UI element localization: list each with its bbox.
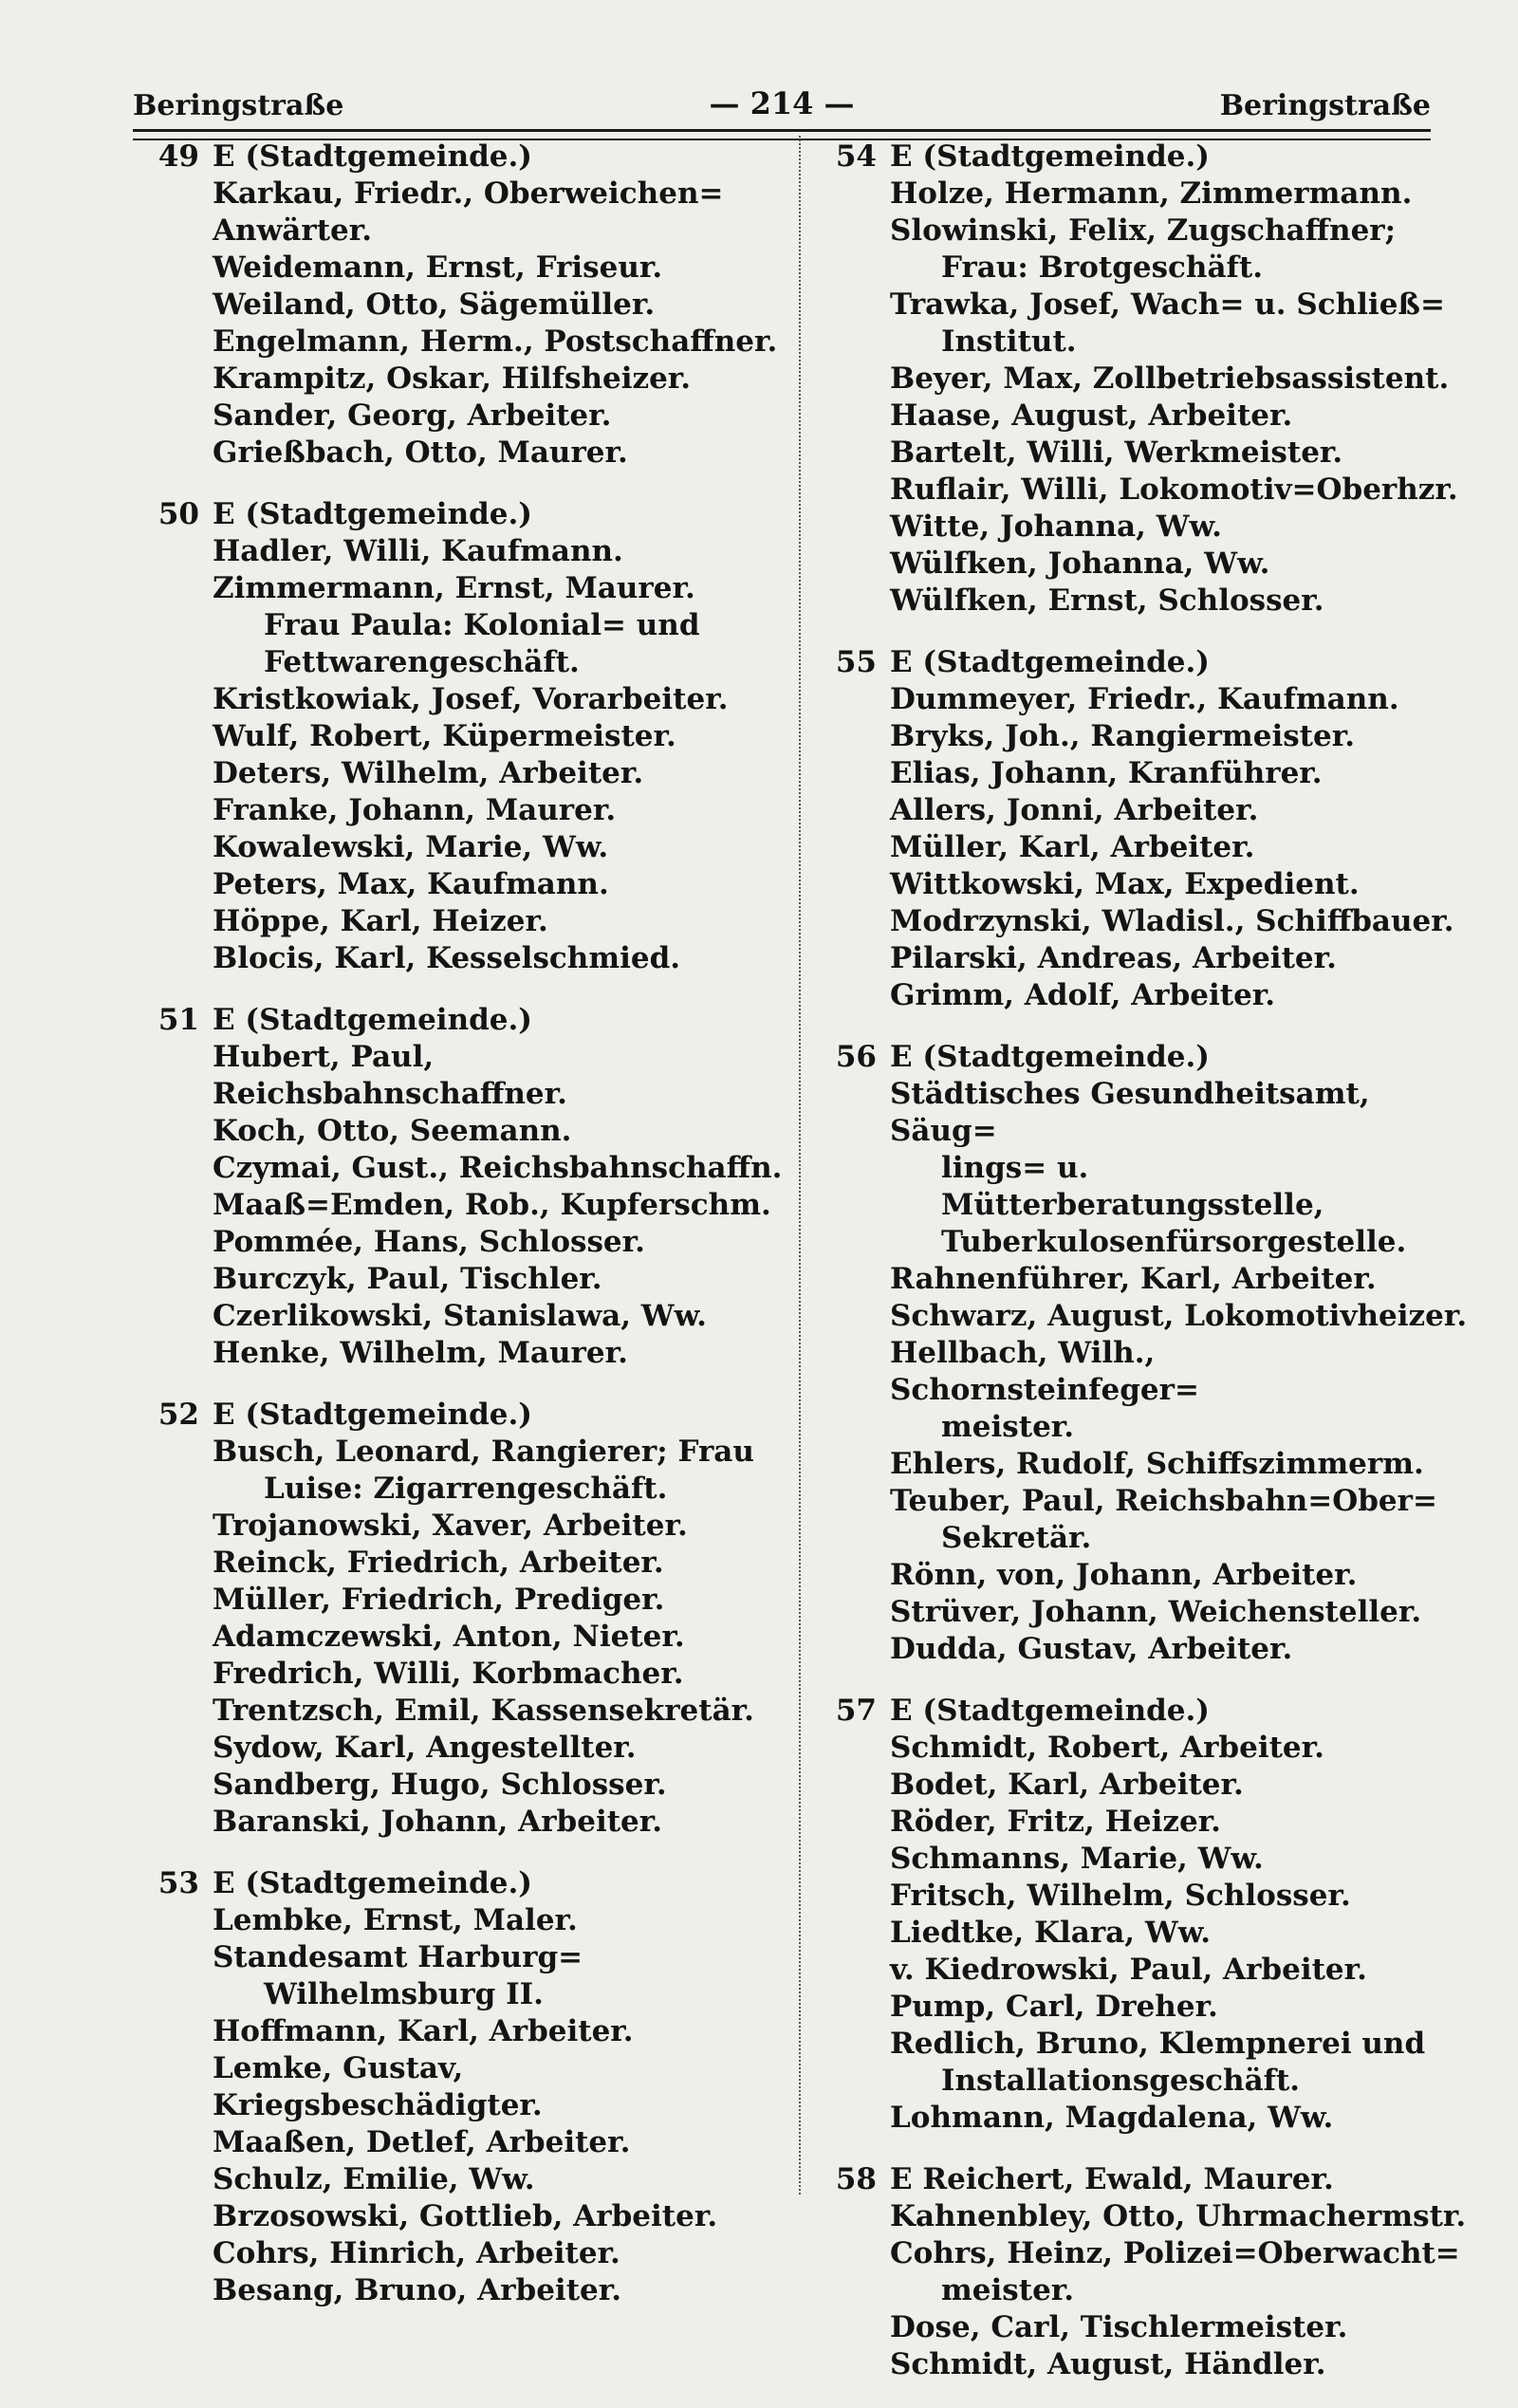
resident-entry: Wülfken, Johanna, Ww. (890, 546, 1270, 581)
resident-entry: Lohmann, Magdalena, Ww. (890, 2101, 1334, 2135)
resident-entry: Fritsch, Wilhelm, Schlosser. (890, 1879, 1351, 1913)
resident-entry: Elias, Johann, Kranführer. (890, 756, 1323, 790)
resident-entry: Sydow, Karl, Angestellter. (213, 1731, 637, 1765)
resident-entry: Cohrs, Hinrich, Arbeiter. (213, 2236, 620, 2270)
entry-continuation: meister. (941, 1410, 1075, 1444)
resident-entry: Städtisches Gesundheitsamt, Säug= (890, 1077, 1380, 1148)
resident-entry: Haase, August, Arbeiter. (890, 398, 1293, 433)
resident-entry: Cohrs, Heinz, Polizei=Oberwacht= (890, 2236, 1460, 2270)
house-owner: E (Stadtgemeinde.) (213, 139, 532, 174)
resident-entry: Sander, Georg, Arbeiter. (213, 398, 612, 433)
house-owner: E (Stadtgemeinde.) (890, 139, 1210, 174)
resident-entry: Kristkowiak, Josef, Vorarbeiter. (213, 682, 729, 716)
entry-continuation: Wilhelmsburg II. (264, 1977, 544, 2011)
resident-entry: Schmidt, August, Händler. (890, 2347, 1326, 2381)
entry-continuation: Fettwarengeschäft. (264, 645, 580, 679)
entry-continuation: Tuberkulosenfürsorgestelle. (941, 1225, 1407, 1259)
resident-entry: Höppe, Karl, Heizer. (213, 904, 548, 938)
resident-entry: Allers, Jonni, Arbeiter. (890, 793, 1259, 827)
resident-entry: v. Kiedrowski, Paul, Arbeiter. (890, 1953, 1367, 1987)
resident-entry: Czymai, Gust., Reichsbahnschaffn. (213, 1151, 783, 1185)
house-block (150, 1865, 795, 2309)
resident-entry: Maaß=Emden, Rob., Kupferschm. (213, 1188, 771, 1222)
entry-continuation: Luise: Zigarrengeschäft. (264, 1472, 668, 1506)
resident-entry: Hubert, Paul, Reichsbahnschaffner. (213, 1040, 567, 1111)
entry-continuation: Installationsgeschäft. (941, 2064, 1301, 2098)
page-number: — 214 — (709, 85, 855, 121)
house-owner: E (Stadtgemeinde.) (890, 1694, 1210, 1728)
resident-entry: Reinck, Friedrich, Arbeiter. (213, 1546, 664, 1580)
resident-entry: Lemke, Gustav, Kriegsbeschädigter. (213, 2051, 543, 2122)
house-owner: E (Stadtgemeinde.) (890, 1040, 1210, 1074)
house-heading (150, 139, 795, 176)
resident-entry: Henke, Wilhelm, Maurer. (213, 1336, 628, 1370)
resident-entry: Hoffmann, Karl, Arbeiter. (213, 2014, 634, 2048)
resident-entry: Czerlikowski, Stanislawa, Ww. (213, 1299, 707, 1333)
house-heading (827, 1693, 1472, 1730)
resident-entry: Trentzsch, Emil, Kassensekretär. (213, 1694, 754, 1728)
house-owner: E Reichert, Ewald, Maurer. (890, 2162, 1334, 2196)
entry-continuation: Sekretär. (941, 1521, 1092, 1555)
resident-entry: Sandberg, Hugo, Schlosser. (213, 1768, 667, 1802)
house-number: 50 (157, 497, 199, 531)
column-divider (799, 136, 801, 2195)
resident-entry: Kahnenbley, Otto, Uhrmachermstr. (890, 2199, 1467, 2233)
resident-entry: Rahnenführer, Karl, Arbeiter. (890, 1262, 1377, 1296)
house-number: 55 (835, 645, 877, 679)
resident-entry: Liedtke, Klara, Ww. (890, 1916, 1212, 1950)
resident-entry: Schwarz, August, Lokomotivheizer. (890, 1299, 1468, 1333)
house-heading (827, 1039, 1472, 1076)
resident-entry: Hellbach, Wilh., Schornsteinfeger= (890, 1336, 1199, 1407)
house-heading (150, 1397, 795, 1434)
resident-entry: Blocis, Karl, Kesselschmied. (213, 941, 681, 975)
resident-entry: Teuber, Paul, Reichsbahn=Ober= (890, 1484, 1437, 1518)
resident-entry: Dummeyer, Friedr., Kaufmann. (890, 682, 1399, 716)
house-heading (150, 1865, 795, 1902)
resident-entry: Ehlers, Rudolf, Schiffszimmerm. (890, 1447, 1424, 1481)
resident-entry: Burczyk, Paul, Tischler. (213, 1262, 602, 1296)
house-number: 56 (835, 1040, 877, 1074)
house-block (827, 2161, 1472, 2383)
entry-continuation: Institut. (941, 324, 1077, 359)
entry-continuation: Frau Paula: Kolonial= und (264, 608, 700, 642)
house-owner: E (Stadtgemeinde.) (213, 1003, 532, 1037)
resident-entry: Modrzynski, Wladisl., Schiffbauer. (890, 904, 1454, 938)
resident-entry: Zimmermann, Ernst, Maurer. (213, 571, 695, 605)
house-number: 53 (157, 1866, 199, 1900)
resident-entry: Hadler, Willi, Kaufmann. (213, 534, 623, 568)
resident-entry: Röder, Fritz, Heizer. (890, 1805, 1221, 1839)
resident-entry: Deters, Wilhelm, Arbeiter. (213, 756, 644, 790)
house-number: 54 (835, 139, 877, 174)
running-head-right: Beringstraße (1219, 89, 1431, 122)
resident-entry: Bartelt, Willi, Werkmeister. (890, 435, 1343, 470)
resident-entry: Schulz, Emilie, Ww. (213, 2162, 535, 2196)
house-heading (827, 139, 1472, 176)
resident-entry: Standesamt Harburg= (213, 1940, 583, 1974)
house-heading (827, 644, 1472, 681)
resident-entry: Anwärter. (213, 213, 373, 248)
resident-entry: Weiland, Otto, Sägemüller. (213, 287, 656, 322)
house-number: 57 (835, 1694, 877, 1728)
resident-entry: Baranski, Johann, Arbeiter. (213, 1805, 663, 1839)
resident-entry: Müller, Karl, Arbeiter. (890, 830, 1255, 864)
resident-entry: Rönn, von, Johann, Arbeiter. (890, 1558, 1358, 1592)
resident-entry: Maaßen, Detlef, Arbeiter. (213, 2125, 631, 2159)
resident-entry: Grießbach, Otto, Maurer. (213, 435, 628, 470)
resident-entry: Trawka, Josef, Wach= u. Schließ= (890, 287, 1445, 322)
left-column (150, 139, 795, 2334)
house-number: 51 (157, 1003, 199, 1037)
resident-entry: Weidemann, Ernst, Friseur. (213, 250, 663, 285)
house-owner: E (Stadtgemeinde.) (213, 497, 532, 531)
resident-entry: Witte, Johanna, Ww. (890, 509, 1222, 544)
house-heading (150, 1002, 795, 1039)
resident-entry: Müller, Friedrich, Prediger. (213, 1583, 665, 1617)
resident-entry: Schmanns, Marie, Ww. (890, 1842, 1264, 1876)
house-number: 52 (157, 1398, 199, 1432)
house-owner: E (Stadtgemeinde.) (213, 1866, 532, 1900)
resident-entry: Slowinski, Felix, Zugschaffner; (890, 213, 1397, 248)
resident-entry: Kowalewski, Marie, Ww. (213, 830, 609, 864)
resident-entry: Busch, Leonard, Rangierer; Frau (213, 1435, 754, 1469)
resident-entry: Franke, Johann, Maurer. (213, 793, 617, 827)
resident-entry: Peters, Max, Kaufmann. (213, 867, 609, 901)
resident-entry: Karkau, Friedr., Oberweichen= (213, 176, 724, 211)
entry-continuation: lings= u. Mütterberatungsstelle, (941, 1151, 1324, 1222)
entry-continuation: meister. (941, 2273, 1075, 2307)
house-block (150, 496, 795, 977)
resident-entry: Strüver, Johann, Weichensteller. (890, 1595, 1422, 1629)
resident-entry: Engelmann, Herm., Postschaffner. (213, 324, 778, 359)
entry-continuation: Frau: Brotgeschäft. (941, 250, 1263, 285)
resident-entry: Dose, Carl, Tischlermeister. (890, 2310, 1348, 2344)
resident-entry: Koch, Otto, Seemann. (213, 1114, 572, 1148)
house-owner: E (Stadtgemeinde.) (213, 1398, 532, 1432)
house-owner: E (Stadtgemeinde.) (890, 645, 1210, 679)
resident-entry: Lembke, Ernst, Maler. (213, 1903, 578, 1937)
resident-entry: Wulf, Robert, Küpermeister. (213, 719, 676, 753)
resident-entry: Fredrich, Willi, Korbmacher. (213, 1657, 684, 1691)
resident-entry: Wülfken, Ernst, Schlosser. (890, 583, 1324, 618)
resident-entry: Holze, Hermann, Zimmermann. (890, 176, 1413, 211)
resident-entry: Besang, Bruno, Arbeiter. (213, 2273, 622, 2307)
resident-entry: Schmidt, Robert, Arbeiter. (890, 1731, 1324, 1765)
right-column (827, 139, 1472, 2408)
house-heading (150, 496, 795, 533)
resident-entry: Adamczewski, Anton, Nieter. (213, 1620, 685, 1654)
resident-entry: Pilarski, Andreas, Arbeiter. (890, 941, 1337, 975)
resident-entry: Wittkowski, Max, Expedient. (890, 867, 1360, 901)
house-block (827, 1039, 1472, 1668)
resident-entry: Redlich, Bruno, Klempnerei und (890, 2027, 1426, 2061)
resident-entry: Grimm, Adolf, Arbeiter. (890, 978, 1276, 1012)
resident-entry: Dudda, Gustav, Arbeiter. (890, 1632, 1293, 1666)
resident-entry: Trojanowski, Xaver, Arbeiter. (213, 1509, 688, 1543)
house-block (150, 1397, 795, 1841)
resident-entry: Beyer, Max, Zollbetriebsassistent. (890, 361, 1450, 396)
resident-entry: Krampitz, Oskar, Hilfsheizer. (213, 361, 692, 396)
page-header (133, 83, 1431, 131)
resident-entry: Bryks, Joh., Rangiermeister. (890, 719, 1356, 753)
house-block (827, 644, 1472, 1014)
house-number: 49 (157, 139, 199, 174)
house-number: 58 (835, 2162, 877, 2196)
resident-entry: Brzosowski, Gottlieb, Arbeiter. (213, 2199, 718, 2233)
house-block (827, 139, 1472, 620)
resident-entry: Pump, Carl, Dreher. (890, 1990, 1218, 2024)
resident-entry: Pommée, Hans, Schlosser. (213, 1225, 645, 1259)
house-block (827, 1693, 1472, 2137)
resident-entry: Ruflair, Willi, Lokomotiv=Oberhzr. (890, 472, 1458, 507)
running-head-left: Beringstraße (133, 89, 344, 122)
house-block (150, 139, 795, 472)
house-heading (827, 2161, 1472, 2198)
resident-entry: Bodet, Karl, Arbeiter. (890, 1768, 1244, 1802)
house-block (150, 1002, 795, 1372)
